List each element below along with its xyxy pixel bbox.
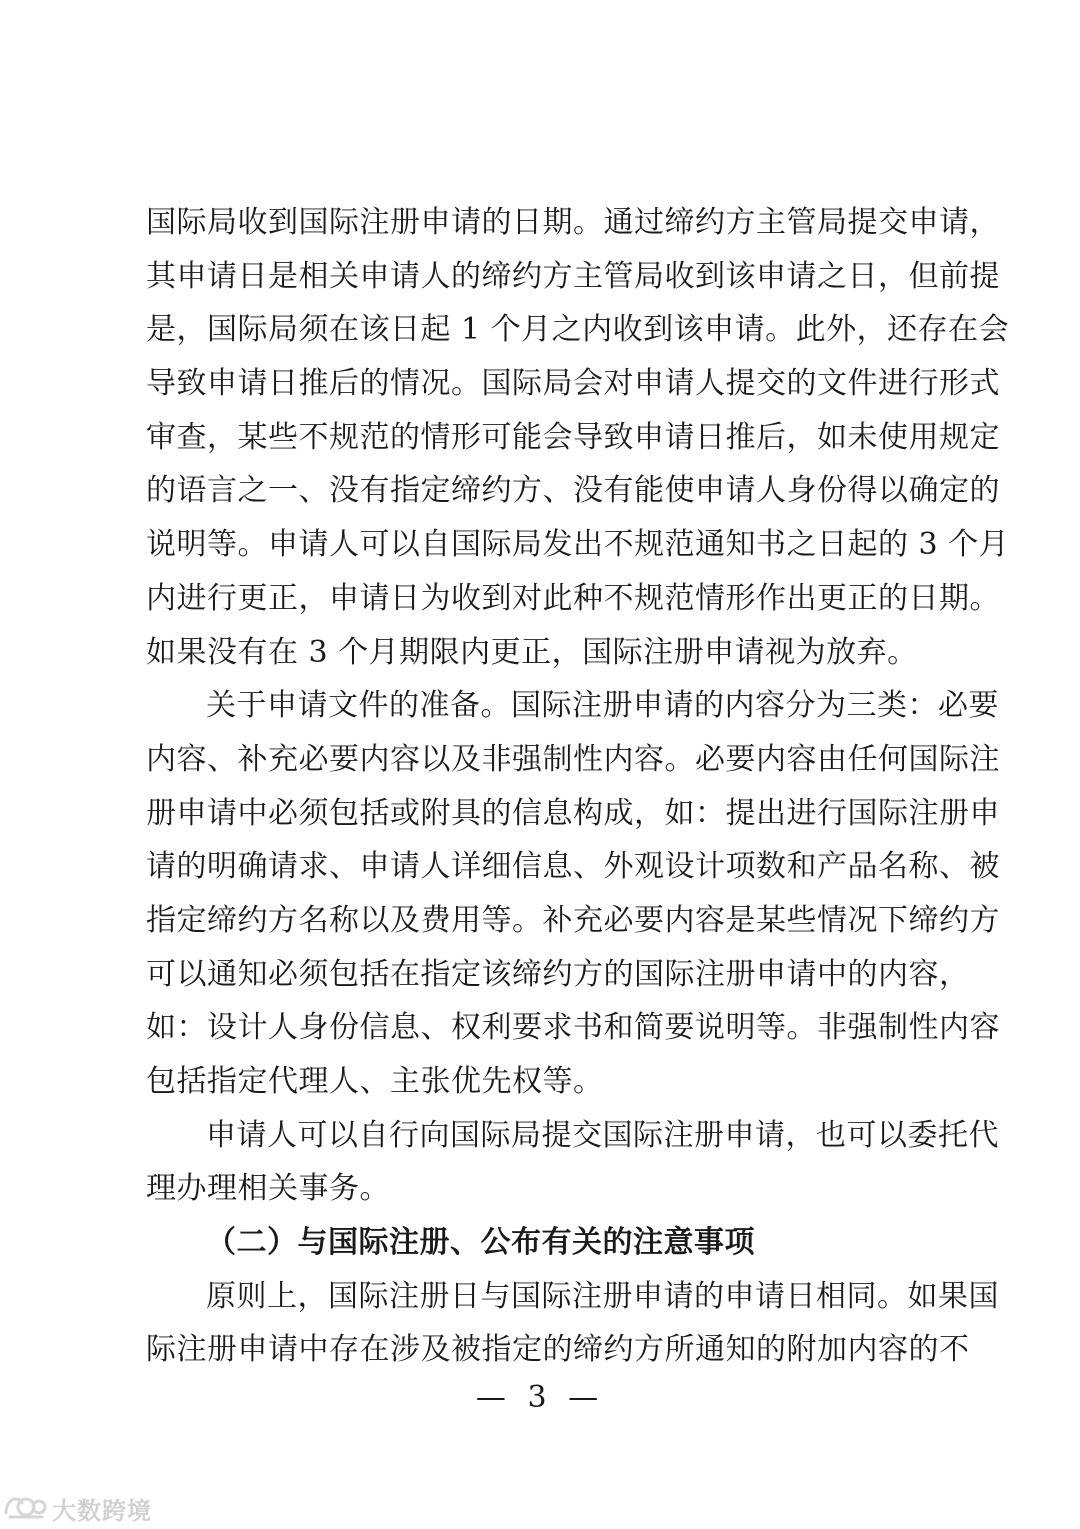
text-line: 申请人可以自行向国际局提交国际注册申请，也可以委托代 (206, 1117, 999, 1153)
document-body (146, 196, 1010, 1377)
text-line: 是，国际局须在该日起 1 个月之内收到该申请。此外，还存在会 (146, 312, 1010, 348)
watermark-text: 大数跨境 (52, 1496, 152, 1525)
section-heading: （二）与国际注册、公布有关的注意事项 (206, 1225, 755, 1261)
text-line: 其申请日是相关申请人的缔约方主管局收到该申请之日，但前提 (146, 258, 1000, 294)
text-line: 册申请中必须包括或附具的信息构成，如：提出进行国际注册申 (146, 795, 1000, 831)
text-line: 说明等。申请人可以自国际局发出不规范通知书之日起的 3 个月 (146, 527, 1010, 563)
text-line: 可以通知必须包括在指定该缔约方的国际注册申请中的内容， (146, 956, 970, 992)
text-line: 内进行更正，申请日为收到对此种不规范情形作出更正的日期。 (146, 580, 1000, 616)
text-line: 关于申请文件的准备。国际注册申请的内容分为三类：必要 (206, 688, 999, 724)
text-line: 指定缔约方名称以及费用等。补充必要内容是某些情况下缔约方 (146, 902, 1000, 938)
text-line: 审查，某些不规范的情形可能会导致申请日推后，如未使用规定 (146, 419, 1000, 455)
text-line: 理办理相关事务。 (146, 1171, 390, 1207)
logo-icon (2, 1489, 48, 1527)
text-line: 请的明确请求、申请人详细信息、外观设计项数和产品名称、被 (146, 849, 1000, 885)
text-line: 原则上，国际注册日与国际注册申请的申请日相同。如果国 (206, 1278, 999, 1314)
text-line: 如：设计人身份信息、权利要求书和简要说明等。非强制性内容 (146, 1010, 1000, 1046)
watermark (2, 1488, 152, 1528)
text-line: 导致申请日推后的情况。国际局会对申请人提交的文件进行形式 (146, 366, 1000, 402)
text-line: 如果没有在 3 个月期限内更正，国际注册申请视为放弃。 (146, 634, 918, 670)
text-line: 国际局收到国际注册申请的日期。通过缔约方主管局提交申请， (146, 205, 1000, 240)
text-line: 内容、补充必要内容以及非强制性内容。必要内容由任何国际注 (146, 741, 1000, 777)
text-line: 的语言之一、没有指定缔约方、没有能使申请人身份得以确定的 (146, 473, 1000, 509)
text-line: 际注册申请中存在涉及被指定的缔约方所通知的附加内容的不 (146, 1332, 970, 1368)
text-line: 包括指定代理人、主张优先权等。 (146, 1064, 604, 1099)
page-number: — 3 — (475, 1380, 605, 1415)
